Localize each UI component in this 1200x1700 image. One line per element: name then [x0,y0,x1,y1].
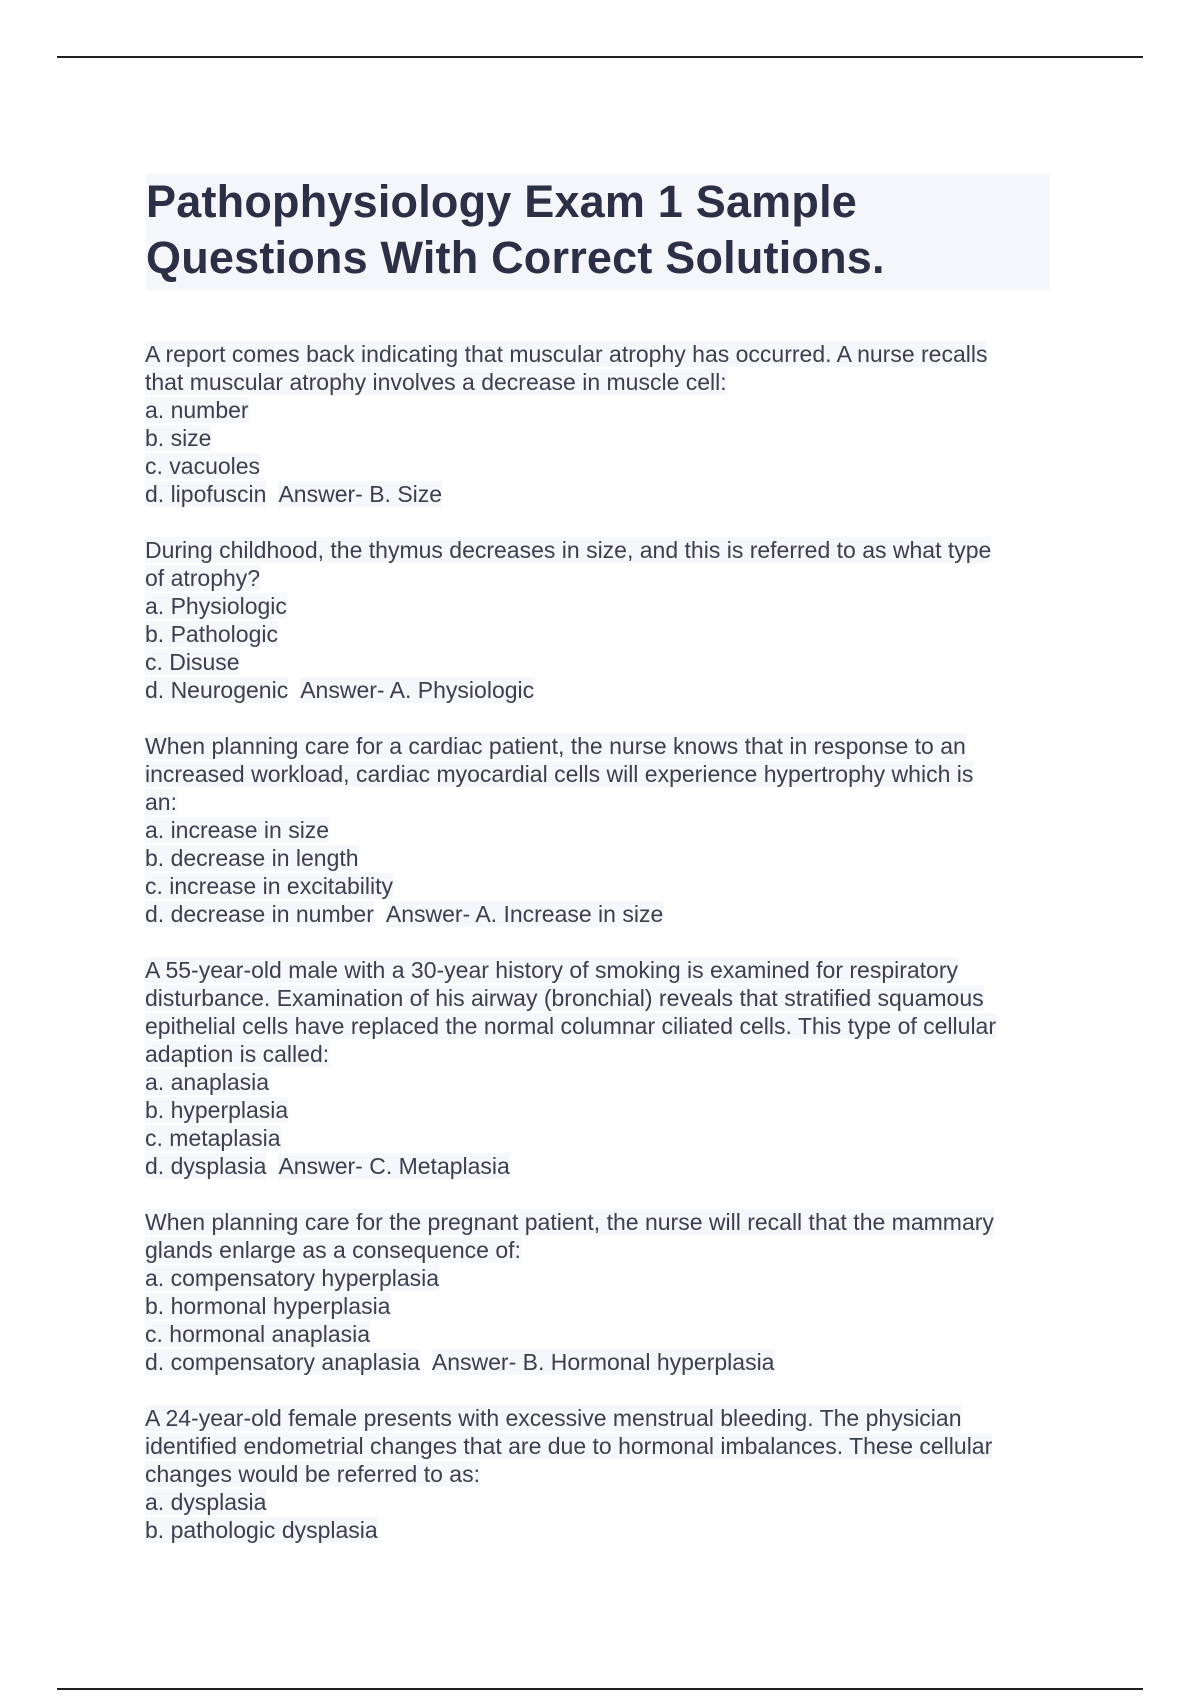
correct-answer: Answer- C. Metaplasia [278,1153,510,1179]
question-stem-text: A 24-year-old female presents with excessive menstrual bleeding. The physician [145,1405,962,1431]
question-stem-text: that muscular atrophy involves a decrease in muscle cell: [145,369,727,395]
question-block [145,340,1045,508]
question-block [145,536,1045,704]
correct-answer: Answer- A. Increase in size [385,901,664,927]
question-stem-line [145,1460,1045,1488]
question-list [145,340,1045,1572]
question-stem-text: adaption is called: [145,1041,330,1067]
question-stem-line [145,956,1045,984]
question-stem-text: When planning care for the pregnant patient, the nurse will recall that the mammary [145,1209,994,1235]
correct-answer: Answer- B. Size [278,481,443,507]
question-stem-text: When planning care for a cardiac patient, the nurse knows that in response to an [145,733,966,759]
answer-option-text: c. hormonal anaplasia [145,1321,371,1347]
answer-option [145,1124,1045,1152]
question-stem-text: disturbance. Examination of his airway (bronchial) reveals that stratified squamous [145,985,984,1011]
answer-option-text: b. hormonal hyperplasia [145,1293,391,1319]
question-stem-text: an: [145,789,177,815]
question-stem-line [145,536,1045,564]
question-stem-text: of atrophy? [145,565,261,591]
question-stem-text: increased workload, cardiac myocardial cells will experience hypertrophy which is [145,761,974,787]
question-stem-line [145,788,1045,816]
answer-option [145,424,1045,452]
answer-option-text: c. increase in excitability [145,873,393,899]
answer-option-text: b. pathologic dysplasia [145,1517,378,1543]
answer-option-text: b. decrease in length [145,845,359,871]
answer-option [145,1348,1045,1376]
question-stem-line [145,1208,1045,1236]
correct-answer: Answer- B. Hormonal hyperplasia [431,1349,775,1375]
answer-option [145,900,1045,928]
answer-option [145,1096,1045,1124]
question-stem-text: glands enlarge as a consequence of: [145,1237,521,1263]
question-block [145,956,1045,1180]
answer-option [145,1320,1045,1348]
answer-option-text: a. compensatory hyperplasia [145,1265,440,1291]
question-block [145,732,1045,928]
question-stem-text: changes would be referred to as: [145,1461,480,1487]
question-block [145,1208,1045,1376]
answer-option [145,844,1045,872]
header-rule [57,56,1143,58]
question-stem-text: A report comes back indicating that muscular atrophy has occurred. A nurse recalls [145,341,988,367]
question-stem-text: epithelial cells have replaced the normal columnar ciliated cells. This type of cellular [145,1013,996,1039]
answer-option-text: c. Disuse [145,649,240,675]
question-block [145,1404,1045,1544]
question-stem-line [145,564,1045,592]
title-line-1: Pathophysiology Exam 1 Sample [146,176,858,227]
question-stem-line [145,1404,1045,1432]
answer-option-text: d. compensatory anaplasia [145,1349,420,1375]
answer-option-text: a. dysplasia [145,1489,267,1515]
answer-option-text: d. lipofuscin [145,481,267,507]
answer-option-text: b. hyperplasia [145,1097,289,1123]
answer-option [145,452,1045,480]
answer-option [145,620,1045,648]
answer-option [145,1068,1045,1096]
answer-option [145,648,1045,676]
answer-option-text: c. metaplasia [145,1125,281,1151]
correct-answer: Answer- A. Physiologic [300,677,535,703]
question-stem-text: A 55-year-old male with a 30-year history of smoking is examined for respiratory [145,957,959,983]
answer-option [145,1152,1045,1180]
answer-option [145,1264,1045,1292]
answer-option-text: a. Physiologic [145,593,287,619]
question-stem-line [145,1012,1045,1040]
answer-option [145,872,1045,900]
answer-option-text: a. number [145,397,249,423]
answer-option-text: b. size [145,425,212,451]
title-line-2: Questions With Correct Solutions. [146,232,885,283]
question-stem-line [145,1432,1045,1460]
answer-option-text: c. vacuoles [145,453,261,479]
answer-option [145,816,1045,844]
footer-rule [57,1688,1143,1690]
question-stem-line [145,984,1045,1012]
question-stem-text: identified endometrial changes that are due to hormonal imbalances. These cellular [145,1433,993,1459]
answer-option-text: d. dysplasia [145,1153,267,1179]
question-stem-line [145,368,1045,396]
answer-option-text: d. decrease in number [145,901,374,927]
question-stem-text: During childhood, the thymus decreases in size, and this is referred to as what type [145,537,992,563]
page-title [146,174,1050,290]
answer-option [145,676,1045,704]
answer-option [145,480,1045,508]
answer-option-text: a. anaplasia [145,1069,270,1095]
answer-option [145,1516,1045,1544]
question-stem-line [145,340,1045,368]
answer-option [145,1292,1045,1320]
question-stem-line [145,760,1045,788]
answer-option [145,1488,1045,1516]
answer-option [145,592,1045,620]
answer-option [145,396,1045,424]
question-stem-line [145,732,1045,760]
answer-option-text: a. increase in size [145,817,330,843]
question-stem-line [145,1236,1045,1264]
answer-option-text: d. Neurogenic [145,677,289,703]
question-stem-line [145,1040,1045,1068]
answer-option-text: b. Pathologic [145,621,278,647]
